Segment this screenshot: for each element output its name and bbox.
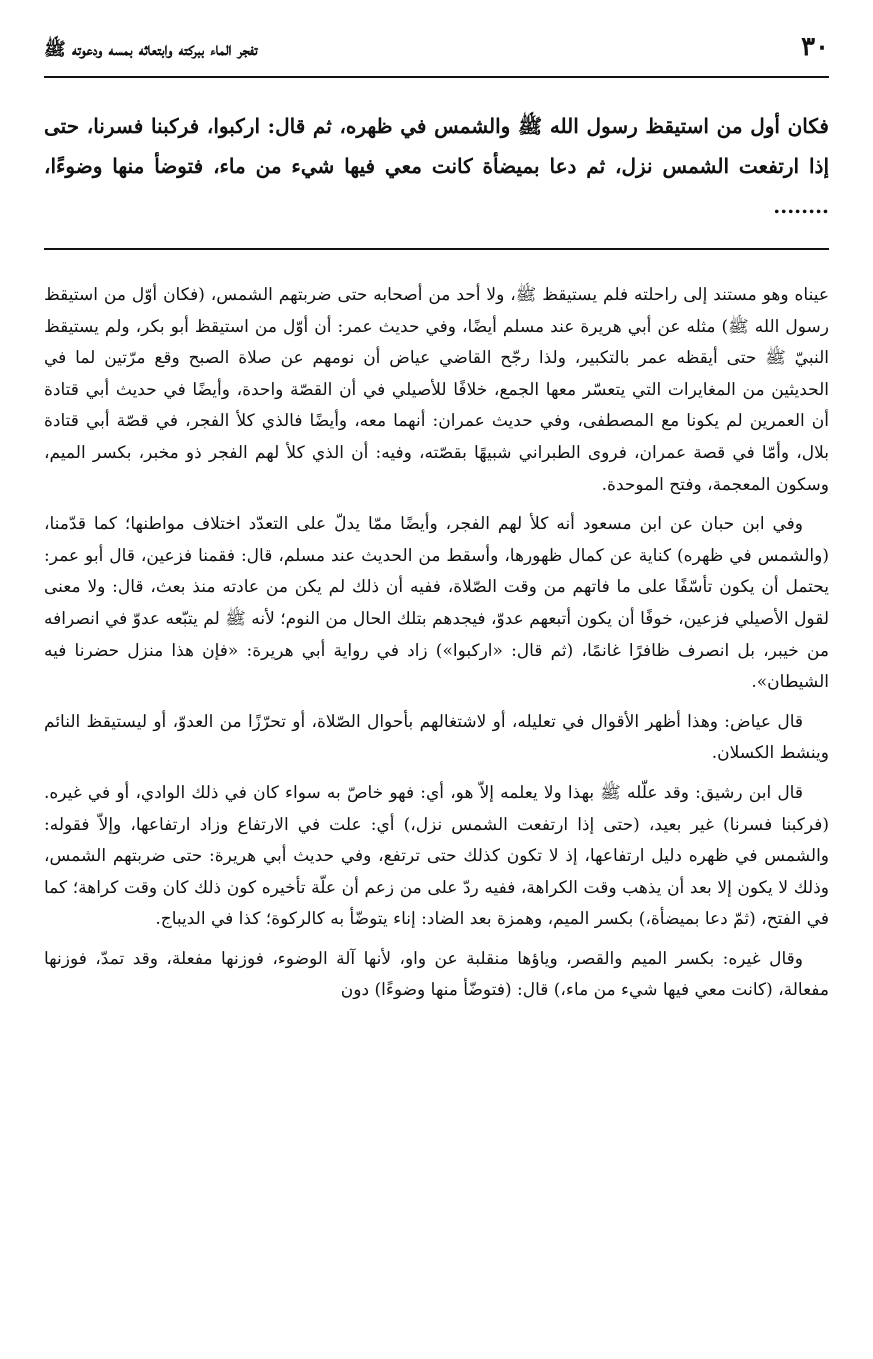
commentary-paragraph: قال ابن رشيق: وقد علّله ﷺ بهذا ولا يعلمه إلاّ هو، أي: فهو خاصّ به سواء كان في ذلك الوادي، أو في غيره. (فركبنا فسرنا) غير بعيد، (حتى إذا ارتفعت الشمس نزل،) أي: علت في الارتفاع وزاد ارتفاعها، وإلاّ فقوله: والشمس في ظهره دليل ارتفاعها، إذ لا تكون كذلك حتى ترتفع، وفي حديث أبي هريرة: حتى ضربتهم الشمس، وذلك لا يكون إلا بعد أن يذهب وقت الكراهة، ففيه ردّ على من زعم أن علّة تأخيره كون ذلك كان وقت كراهة؛ كما في الفتح، (ثمّ دعا بميضأة،) بكسر الميم، وهمزة بعد الضاد: إناء يتوضّأ به كالركوة؛ كذا في الديباج. bbox=[44, 782, 829, 930]
commentary-paragraph: وقال غيره: بكسر الميم والقصر، وياؤها منقلبة عن واو، لأنها آلة الوضوء، فوزنها مفعلة، وقد تمدّ، فوزنها مفعالة، (كانت معي فيها شيء من ماء،) قال: (فتوضّأ منها وضوءًا) دون bbox=[44, 948, 829, 1001]
hadith-text-block bbox=[44, 106, 829, 226]
page-number: ٣٠ bbox=[801, 32, 829, 62]
commentary-paragraph: عيناه وهو مستند إلى راحلته فلم يستيقظ ﷺ، ولا أحد من أصحابه حتى ضربتهم الشمس، (فكان أوّل من استيقظ رسول الله ﷺ) مثله عن أبي هريرة عند مسلم أيضًا، وفي حديث عمر: أن أوّل من استيقظ أبو بكر، ولم يستيقظ النبيّ ﷺ حتى أيقظه عمر بالتكبير، ولذا رجّح القاضي عياض أن نومهم عن صلاة الصبح وقع مرّتين لما في الحديثين من المغايرات التي يتعسّر معها الجمع، خلافًا للأصيلي في أن القصّة واحدة، وأيضًا في حديث أبي قتادة أن العمرين لم يكونا مع المصطفى، وفي حديث عمران: أنهما معه، وأيضًا فالذي كلأ الفجر، في قصّة أبي قتادة بلال، وأمّا في قصة عمران، فروى الطبراني شبيهًا بقصّته، وفيه: أن الذي كلأ لهم الفجر ذو مخبر، بكسر الميم، وسكون المعجمة، وفتح الموحدة. bbox=[44, 285, 829, 495]
commentary-paragraph: وفي ابن حبان عن ابن مسعود أنه كلأ لهم الفجر، وأيضًا ممّا يدلّ على التعدّد اختلاف مواطنها؛ كما قدّمنا، (والشمس في ظهره) كناية عن كمال ظهورها، وأسقط من الحديث عند مسلم، قال: فقمنا فزعين، قال أبو عمر: يحتمل أن يكون تأسّفًا على ما فاتهم من وقت الصّلاة، ففيه أن ذلك لم يكن من عادته منذ بعث، قال: ولا معنى لقول الأصيلي فزعين، خوفًا أن يكون أتبعهم عدوّ، فيجدهم بتلك الحال من النوم؛ لأنه ﷺ لم يتبّعه عدوّ في انصرافه من خيبر، بل انصرف ظافرًا غانمًا، (ثم قال: «اركبوا») زاد في رواية أبي هريرة: «فإن هذا منزل حضرنا فيه الشيطان». bbox=[44, 514, 829, 693]
running-title: تفجر الماء ببركته وابتعاثه بمسه ودعوته ﷺ bbox=[44, 39, 258, 60]
commentary-block bbox=[44, 280, 829, 1015]
text-separator-line bbox=[44, 248, 829, 250]
page-header bbox=[44, 28, 829, 78]
hadith-text: فكان أول من استيقظ رسول الله ﷺ والشمس في ظهره، ثم قال: اركبوا، فركبنا فسرنا، حتى إذا ارتفعت الشمس نزل، ثم دعا بميضأة كانت معي فيها شيء من ماء، فتوضأ منها وضوءًا، ........ bbox=[44, 114, 829, 218]
commentary-paragraph: قال عياض: وهذا أظهر الأقوال في تعليله، أو لاشتغالهم بأحوال الصّلاة، أو تحرّزًا من العدوّ، أو ليستيقظ النائم وينشط الكسلان. bbox=[44, 711, 829, 764]
